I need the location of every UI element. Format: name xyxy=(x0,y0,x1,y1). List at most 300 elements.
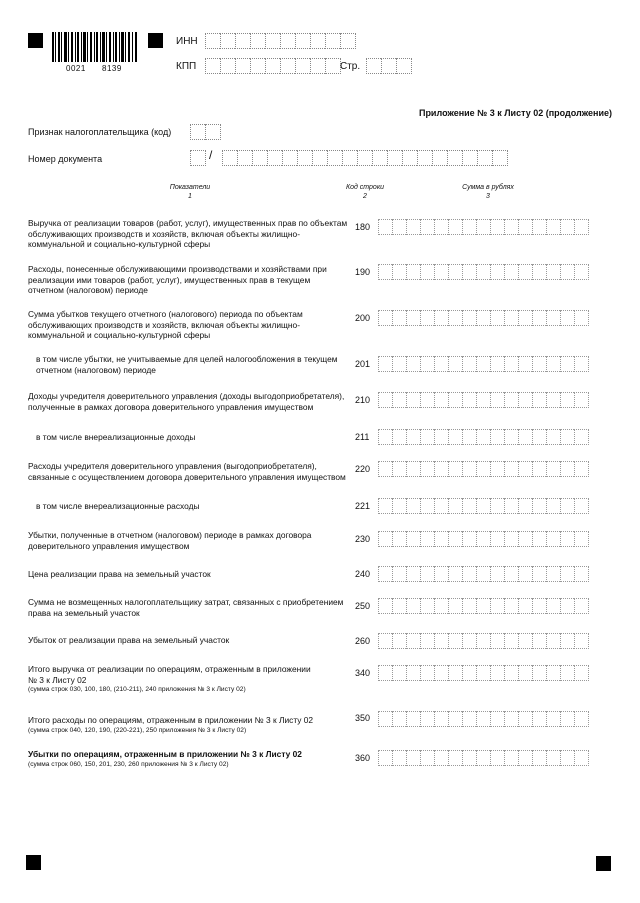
row-code: 190 xyxy=(355,267,371,277)
digit-cell[interactable] xyxy=(392,310,406,326)
digit-cell[interactable] xyxy=(448,711,462,727)
doc-number-field-right[interactable] xyxy=(222,150,508,166)
digit-cell[interactable] xyxy=(546,392,560,408)
digit-cell[interactable] xyxy=(518,750,532,766)
digit-cell[interactable] xyxy=(448,598,462,614)
digit-cell[interactable] xyxy=(560,531,574,547)
digit-cell[interactable] xyxy=(265,33,280,49)
digit-cell[interactable] xyxy=(295,58,310,74)
sum-field[interactable] xyxy=(378,219,589,235)
digit-cell[interactable] xyxy=(462,711,476,727)
digit-cell[interactable] xyxy=(504,531,518,547)
digit-cell[interactable] xyxy=(434,264,448,280)
digit-cell[interactable] xyxy=(434,531,448,547)
digit-cell[interactable] xyxy=(406,531,420,547)
doc-number-field-left[interactable] xyxy=(190,150,206,166)
digit-cell[interactable] xyxy=(518,310,532,326)
digit-cell[interactable] xyxy=(574,356,589,372)
digit-cell[interactable] xyxy=(532,310,546,326)
sum-field[interactable] xyxy=(378,566,589,582)
digit-cell[interactable] xyxy=(378,665,392,681)
digit-cell[interactable] xyxy=(518,531,532,547)
digit-cell[interactable] xyxy=(392,264,406,280)
sum-field[interactable] xyxy=(378,461,589,477)
digit-cell[interactable] xyxy=(462,429,476,445)
digit-cell[interactable] xyxy=(546,566,560,582)
digit-cell[interactable] xyxy=(504,711,518,727)
digit-cell[interactable] xyxy=(462,264,476,280)
digit-cell[interactable] xyxy=(448,392,462,408)
digit-cell[interactable] xyxy=(392,219,406,235)
digit-cell[interactable] xyxy=(190,124,205,140)
digit-cell[interactable] xyxy=(406,219,420,235)
digit-cell[interactable] xyxy=(448,429,462,445)
digit-cell[interactable] xyxy=(434,392,448,408)
digit-cell[interactable] xyxy=(310,58,325,74)
row-text: Убыток от реализации права на земельный участок xyxy=(28,635,230,645)
digit-cell[interactable] xyxy=(574,566,589,582)
digit-cell[interactable] xyxy=(504,219,518,235)
digit-cell[interactable] xyxy=(532,598,546,614)
digit-cell[interactable] xyxy=(504,498,518,514)
digit-cell[interactable] xyxy=(420,461,434,477)
digit-cell[interactable] xyxy=(420,356,434,372)
taxpayer-sign-field[interactable] xyxy=(190,124,221,140)
digit-cell[interactable] xyxy=(490,750,504,766)
digit-cell[interactable] xyxy=(366,58,381,74)
inn-field[interactable] xyxy=(205,33,356,49)
digit-cell[interactable] xyxy=(490,264,504,280)
digit-cell[interactable] xyxy=(434,711,448,727)
row-label xyxy=(28,264,348,296)
digit-cell[interactable] xyxy=(504,461,518,477)
digit-cell[interactable] xyxy=(235,58,250,74)
digit-cell[interactable] xyxy=(420,665,434,681)
digit-cell[interactable] xyxy=(325,33,340,49)
page-label: Стр. xyxy=(340,61,361,72)
digit-cell[interactable] xyxy=(490,531,504,547)
digit-cell[interactable] xyxy=(490,566,504,582)
digit-cell[interactable] xyxy=(448,498,462,514)
digit-cell[interactable] xyxy=(392,392,406,408)
digit-cell[interactable] xyxy=(546,665,560,681)
digit-cell[interactable] xyxy=(476,219,490,235)
digit-cell[interactable] xyxy=(574,498,589,514)
digit-cell[interactable] xyxy=(560,429,574,445)
digit-cell[interactable] xyxy=(406,392,420,408)
digit-cell[interactable] xyxy=(462,498,476,514)
kpp-field[interactable] xyxy=(205,58,341,74)
digit-cell[interactable] xyxy=(406,429,420,445)
digit-cell[interactable] xyxy=(190,150,206,166)
digit-cell[interactable] xyxy=(518,264,532,280)
digit-cell[interactable] xyxy=(448,461,462,477)
digit-cell[interactable] xyxy=(220,58,235,74)
digit-cell[interactable] xyxy=(476,566,490,582)
digit-cell[interactable] xyxy=(420,750,434,766)
digit-cell[interactable] xyxy=(476,531,490,547)
digit-cell[interactable] xyxy=(448,310,462,326)
digit-cell[interactable] xyxy=(220,33,235,49)
digit-cell[interactable] xyxy=(434,566,448,582)
digit-cell[interactable] xyxy=(250,58,265,74)
digit-cell[interactable] xyxy=(490,219,504,235)
digit-cell[interactable] xyxy=(546,598,560,614)
digit-cell[interactable] xyxy=(312,150,327,166)
digit-cell[interactable] xyxy=(532,219,546,235)
digit-cell[interactable] xyxy=(448,356,462,372)
digit-cell[interactable] xyxy=(504,310,518,326)
sum-field[interactable] xyxy=(378,429,589,445)
digit-cell[interactable] xyxy=(310,33,325,49)
digit-cell[interactable] xyxy=(476,429,490,445)
digit-cell[interactable] xyxy=(378,356,392,372)
digit-cell[interactable] xyxy=(392,711,406,727)
digit-cell[interactable] xyxy=(546,219,560,235)
digit-cell[interactable] xyxy=(574,429,589,445)
digit-cell[interactable] xyxy=(476,665,490,681)
digit-cell[interactable] xyxy=(546,498,560,514)
digit-cell[interactable] xyxy=(280,33,295,49)
digit-cell[interactable] xyxy=(518,219,532,235)
digit-cell[interactable] xyxy=(448,633,462,649)
digit-cell[interactable] xyxy=(297,150,312,166)
digit-cell[interactable] xyxy=(560,356,574,372)
digit-cell[interactable] xyxy=(504,750,518,766)
digit-cell[interactable] xyxy=(205,33,220,49)
digit-cell[interactable] xyxy=(378,392,392,408)
digit-cell[interactable] xyxy=(560,665,574,681)
digit-cell[interactable] xyxy=(518,461,532,477)
digit-cell[interactable] xyxy=(420,633,434,649)
digit-cell[interactable] xyxy=(574,750,589,766)
digit-cell[interactable] xyxy=(250,33,265,49)
digit-cell[interactable] xyxy=(378,598,392,614)
digit-cell[interactable] xyxy=(546,633,560,649)
digit-cell[interactable] xyxy=(490,665,504,681)
digit-cell[interactable] xyxy=(378,531,392,547)
digit-cell[interactable] xyxy=(560,219,574,235)
digit-cell[interactable] xyxy=(532,711,546,727)
digit-cell[interactable] xyxy=(532,356,546,372)
digit-cell[interactable] xyxy=(378,633,392,649)
sum-field[interactable] xyxy=(378,264,589,280)
digit-cell[interactable] xyxy=(420,598,434,614)
digit-cell[interactable] xyxy=(448,531,462,547)
digit-cell[interactable] xyxy=(504,429,518,445)
digit-cell[interactable] xyxy=(574,219,589,235)
digit-cell[interactable] xyxy=(420,566,434,582)
digit-cell[interactable] xyxy=(295,33,310,49)
digit-cell[interactable] xyxy=(532,566,546,582)
digit-cell[interactable] xyxy=(432,150,447,166)
digit-cell[interactable] xyxy=(325,58,341,74)
digit-cell[interactable] xyxy=(417,150,432,166)
digit-cell[interactable] xyxy=(420,392,434,408)
digit-cell[interactable] xyxy=(518,711,532,727)
digit-cell[interactable] xyxy=(392,461,406,477)
sum-field[interactable] xyxy=(378,498,589,514)
digit-cell[interactable] xyxy=(560,392,574,408)
digit-cell[interactable] xyxy=(265,58,280,74)
digit-cell[interactable] xyxy=(476,310,490,326)
digit-cell[interactable] xyxy=(476,750,490,766)
digit-cell[interactable] xyxy=(476,392,490,408)
digit-cell[interactable] xyxy=(546,461,560,477)
digit-cell[interactable] xyxy=(490,356,504,372)
digit-cell[interactable] xyxy=(378,219,392,235)
digit-cell[interactable] xyxy=(462,531,476,547)
digit-cell[interactable] xyxy=(476,461,490,477)
digit-cell[interactable] xyxy=(448,750,462,766)
digit-cell[interactable] xyxy=(574,310,589,326)
digit-cell[interactable] xyxy=(532,429,546,445)
digit-cell[interactable] xyxy=(420,711,434,727)
row-label xyxy=(28,664,318,696)
digit-cell[interactable] xyxy=(490,633,504,649)
digit-cell[interactable] xyxy=(476,711,490,727)
digit-cell[interactable] xyxy=(420,531,434,547)
digit-cell[interactable] xyxy=(434,633,448,649)
digit-cell[interactable] xyxy=(462,219,476,235)
digit-cell[interactable] xyxy=(574,264,589,280)
appendix-title: Приложение № 3 к Листу 02 (продолжение) xyxy=(418,108,612,118)
digit-cell[interactable] xyxy=(560,598,574,614)
digit-cell[interactable] xyxy=(476,356,490,372)
digit-cell[interactable] xyxy=(340,33,356,49)
digit-cell[interactable] xyxy=(560,711,574,727)
sum-field[interactable] xyxy=(378,392,589,408)
digit-cell[interactable] xyxy=(448,264,462,280)
digit-cell[interactable] xyxy=(392,498,406,514)
digit-cell[interactable] xyxy=(406,498,420,514)
digit-cell[interactable] xyxy=(406,711,420,727)
digit-cell[interactable] xyxy=(392,429,406,445)
digit-cell[interactable] xyxy=(378,461,392,477)
row-text: в том числе внереализационные доходы xyxy=(36,432,196,442)
digit-cell[interactable] xyxy=(490,310,504,326)
digit-cell[interactable] xyxy=(518,392,532,408)
digit-cell[interactable] xyxy=(237,150,252,166)
digit-cell[interactable] xyxy=(282,150,297,166)
digit-cell[interactable] xyxy=(490,461,504,477)
digit-cell[interactable] xyxy=(532,264,546,280)
digit-cell[interactable] xyxy=(235,33,250,49)
digit-cell[interactable] xyxy=(378,750,392,766)
sum-field[interactable] xyxy=(378,531,589,547)
sum-field[interactable] xyxy=(378,665,589,681)
digit-cell[interactable] xyxy=(378,310,392,326)
digit-cell[interactable] xyxy=(560,750,574,766)
digit-cell[interactable] xyxy=(392,356,406,372)
digit-cell[interactable] xyxy=(406,356,420,372)
digit-cell[interactable] xyxy=(532,531,546,547)
digit-cell[interactable] xyxy=(518,429,532,445)
digit-cell[interactable] xyxy=(434,498,448,514)
digit-cell[interactable] xyxy=(342,150,357,166)
sum-field[interactable] xyxy=(378,633,589,649)
digit-cell[interactable] xyxy=(518,498,532,514)
digit-cell[interactable] xyxy=(518,633,532,649)
digit-cell[interactable] xyxy=(448,566,462,582)
digit-cell[interactable] xyxy=(574,711,589,727)
digit-cell[interactable] xyxy=(372,150,387,166)
digit-cell[interactable] xyxy=(448,219,462,235)
digit-cell[interactable] xyxy=(381,58,396,74)
digit-cell[interactable] xyxy=(448,665,462,681)
sum-field[interactable] xyxy=(378,310,589,326)
digit-cell[interactable] xyxy=(532,392,546,408)
digit-cell[interactable] xyxy=(476,633,490,649)
digit-cell[interactable] xyxy=(546,711,560,727)
digit-cell[interactable] xyxy=(490,392,504,408)
digit-cell[interactable] xyxy=(462,633,476,649)
digit-cell[interactable] xyxy=(560,498,574,514)
digit-cell[interactable] xyxy=(434,750,448,766)
digit-cell[interactable] xyxy=(392,750,406,766)
page-number-field[interactable] xyxy=(366,58,412,74)
digit-cell[interactable] xyxy=(267,150,282,166)
digit-cell[interactable] xyxy=(434,356,448,372)
digit-cell[interactable] xyxy=(205,124,221,140)
digit-cell[interactable] xyxy=(406,665,420,681)
digit-cell[interactable] xyxy=(560,566,574,582)
digit-cell[interactable] xyxy=(434,429,448,445)
digit-cell[interactable] xyxy=(280,58,295,74)
digit-cell[interactable] xyxy=(574,531,589,547)
digit-cell[interactable] xyxy=(504,598,518,614)
digit-cell[interactable] xyxy=(434,219,448,235)
digit-cell[interactable] xyxy=(532,665,546,681)
digit-cell[interactable] xyxy=(420,310,434,326)
digit-cell[interactable] xyxy=(476,598,490,614)
digit-cell[interactable] xyxy=(560,310,574,326)
digit-cell[interactable] xyxy=(378,429,392,445)
digit-cell[interactable] xyxy=(462,150,477,166)
digit-cell[interactable] xyxy=(462,750,476,766)
row-code: 201 xyxy=(355,359,371,369)
digit-cell[interactable] xyxy=(420,264,434,280)
digit-cell[interactable] xyxy=(222,150,237,166)
digit-cell[interactable] xyxy=(462,566,476,582)
digit-cell[interactable] xyxy=(560,461,574,477)
digit-cell[interactable] xyxy=(560,264,574,280)
digit-cell[interactable] xyxy=(490,498,504,514)
digit-cell[interactable] xyxy=(532,461,546,477)
digit-cell[interactable] xyxy=(532,750,546,766)
digit-cell[interactable] xyxy=(406,310,420,326)
digit-cell[interactable] xyxy=(378,566,392,582)
digit-cell[interactable] xyxy=(532,498,546,514)
sum-field[interactable] xyxy=(378,598,589,614)
digit-cell[interactable] xyxy=(518,566,532,582)
sum-field[interactable] xyxy=(378,356,589,372)
sum-field[interactable] xyxy=(378,750,589,766)
digit-cell[interactable] xyxy=(574,461,589,477)
digit-cell[interactable] xyxy=(477,150,492,166)
digit-cell[interactable] xyxy=(518,356,532,372)
digit-cell[interactable] xyxy=(357,150,372,166)
digit-cell[interactable] xyxy=(205,58,220,74)
digit-cell[interactable] xyxy=(434,461,448,477)
digit-cell[interactable] xyxy=(574,598,589,614)
digit-cell[interactable] xyxy=(252,150,267,166)
digit-cell[interactable] xyxy=(434,598,448,614)
digit-cell[interactable] xyxy=(378,498,392,514)
digit-cell[interactable] xyxy=(492,150,508,166)
digit-cell[interactable] xyxy=(574,633,589,649)
digit-cell[interactable] xyxy=(406,461,420,477)
digit-cell[interactable] xyxy=(392,598,406,614)
digit-cell[interactable] xyxy=(504,566,518,582)
sum-field[interactable] xyxy=(378,711,589,727)
digit-cell[interactable] xyxy=(546,264,560,280)
row-code: 360 xyxy=(355,753,371,763)
digit-cell[interactable] xyxy=(574,392,589,408)
digit-cell[interactable] xyxy=(434,665,448,681)
digit-cell[interactable] xyxy=(392,665,406,681)
digit-cell[interactable] xyxy=(406,750,420,766)
digit-cell[interactable] xyxy=(476,498,490,514)
digit-cell[interactable] xyxy=(406,264,420,280)
digit-cell[interactable] xyxy=(406,633,420,649)
digit-cell[interactable] xyxy=(490,711,504,727)
digit-cell[interactable] xyxy=(396,58,412,74)
digit-cell[interactable] xyxy=(518,665,532,681)
digit-cell[interactable] xyxy=(490,598,504,614)
digit-cell[interactable] xyxy=(392,531,406,547)
row-text: Сумма убытков текущего отчетного (налогового) периода по объектам обслуживающих производств и хозяйств, включая объекты жилищно-коммунальной и социально-культурной сферы xyxy=(28,309,303,340)
digit-cell[interactable] xyxy=(420,219,434,235)
digit-cell[interactable] xyxy=(532,633,546,649)
digit-cell[interactable] xyxy=(462,665,476,681)
digit-cell[interactable] xyxy=(462,598,476,614)
digit-cell[interactable] xyxy=(518,598,532,614)
digit-cell[interactable] xyxy=(504,665,518,681)
digit-cell[interactable] xyxy=(406,598,420,614)
digit-cell[interactable] xyxy=(420,498,434,514)
digit-cell[interactable] xyxy=(392,633,406,649)
digit-cell[interactable] xyxy=(462,356,476,372)
digit-cell[interactable] xyxy=(447,150,462,166)
digit-cell[interactable] xyxy=(378,264,392,280)
digit-cell[interactable] xyxy=(546,429,560,445)
digit-cell[interactable] xyxy=(392,566,406,582)
digit-cell[interactable] xyxy=(560,633,574,649)
digit-cell[interactable] xyxy=(378,711,392,727)
digit-cell[interactable] xyxy=(402,150,417,166)
digit-cell[interactable] xyxy=(420,429,434,445)
digit-cell[interactable] xyxy=(462,392,476,408)
digit-cell[interactable] xyxy=(490,429,504,445)
digit-cell[interactable] xyxy=(546,531,560,547)
digit-cell[interactable] xyxy=(546,310,560,326)
digit-cell[interactable] xyxy=(546,356,560,372)
digit-cell[interactable] xyxy=(546,750,560,766)
digit-cell[interactable] xyxy=(504,392,518,408)
digit-cell[interactable] xyxy=(406,566,420,582)
digit-cell[interactable] xyxy=(327,150,342,166)
digit-cell[interactable] xyxy=(504,356,518,372)
digit-cell[interactable] xyxy=(387,150,402,166)
digit-cell[interactable] xyxy=(462,310,476,326)
digit-cell[interactable] xyxy=(434,310,448,326)
digit-cell[interactable] xyxy=(504,264,518,280)
digit-cell[interactable] xyxy=(504,633,518,649)
digit-cell[interactable] xyxy=(476,264,490,280)
digit-cell[interactable] xyxy=(462,461,476,477)
digit-cell[interactable] xyxy=(574,665,589,681)
